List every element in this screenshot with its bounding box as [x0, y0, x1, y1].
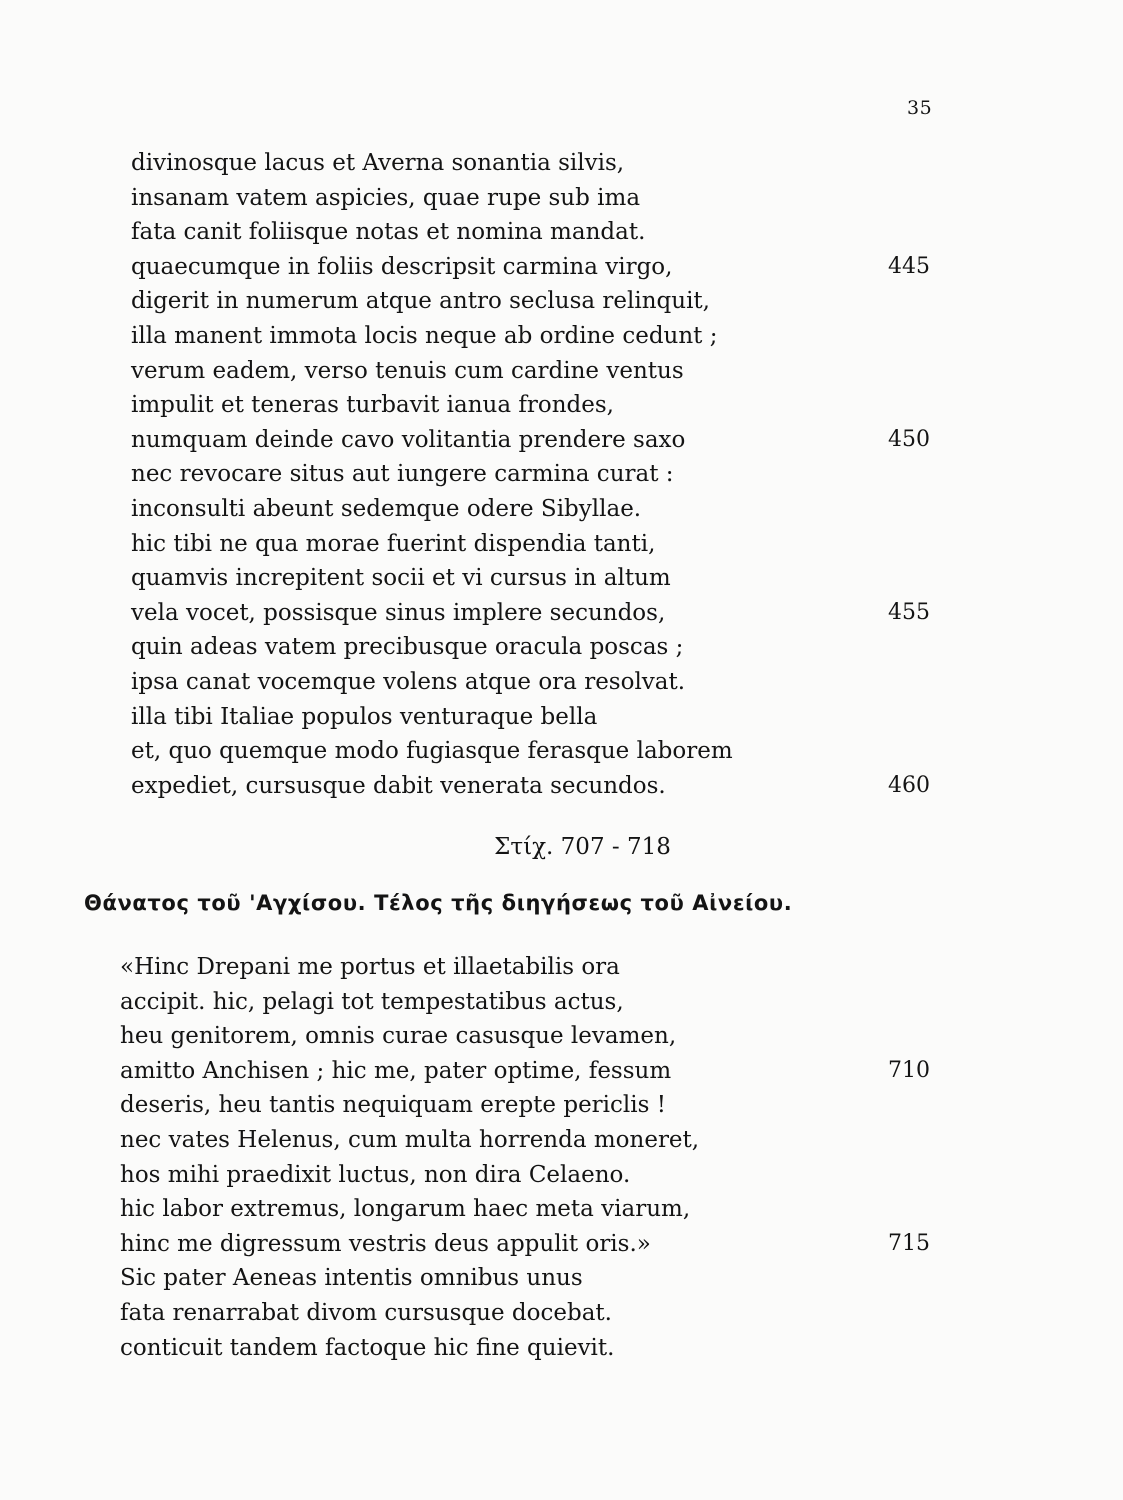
line-number: 455	[888, 599, 930, 625]
verse-line	[0, 596, 1123, 631]
verse-line	[0, 1261, 1123, 1296]
verse-text: hic labor extremus, longarum haec meta viarum,	[120, 1196, 691, 1223]
verse-line	[0, 388, 1123, 423]
verse-line	[0, 527, 1123, 562]
verse-line	[0, 985, 1123, 1020]
verse-text: nec vates Helenus, cum multa horrenda moneret,	[120, 1126, 700, 1153]
verse-line	[0, 319, 1123, 354]
verse-text: et, quo quemque modo fugiasque ferasque laborem	[131, 738, 733, 765]
verse-line	[0, 1296, 1123, 1331]
verse-text: Sic pater Aeneas intentis omnibus unus	[120, 1265, 583, 1292]
verse-text: fata renarrabat divom cursusque docebat.	[120, 1299, 612, 1326]
verse-line	[0, 457, 1123, 492]
verse-text: «Hinc Drepani me portus et illaetabilis ora	[120, 954, 620, 980]
verse-text: quin adeas vatem precibusque oracula poscas ;	[131, 634, 684, 661]
verse-text: impulit et teneras turbavit ianua frondes,	[131, 392, 614, 419]
verse-line	[0, 1331, 1123, 1366]
section-title: Θάνατος τοῦ 'Αγχίσου. Τέλος τῆς διηγήσεως τοῦ Αἰνείου.	[84, 891, 793, 915]
verse-line	[0, 354, 1123, 389]
line-number: 450	[888, 426, 930, 452]
verse-line	[0, 250, 1123, 285]
verse-line	[0, 950, 1123, 985]
line-number: 445	[888, 253, 930, 279]
line-number: 460	[888, 772, 930, 798]
verse-line	[0, 561, 1123, 596]
verse-line	[0, 215, 1123, 250]
section-reference: Στίχ. 707 - 718	[494, 834, 671, 860]
verse-text: deseris, heu tantis nequiquam erepte periclis !	[120, 1092, 666, 1119]
verse-text: divinosque lacus et Averna sonantia silvis,	[131, 150, 625, 176]
verse-line	[0, 1158, 1123, 1193]
verse-text: amitto Anchisen ; hic me, pater optime, fessum	[120, 1057, 672, 1084]
verse-line	[0, 146, 1123, 181]
verse-text: quaecumque in foliis descripsit carmina virgo,	[131, 253, 673, 280]
verse-text: expediet, cursusque dabit venerata secundos.	[131, 772, 666, 799]
verse-text: quamvis increpitent socii et vi cursus in altum	[131, 565, 671, 592]
verse-text: accipit. hic, pelagi tot tempestatibus actus,	[120, 988, 624, 1015]
verse-text: digerit in numerum atque antro seclusa relinquit,	[131, 288, 710, 315]
verse-line	[0, 1019, 1123, 1054]
verse-line	[0, 1054, 1123, 1089]
verse-line	[0, 423, 1123, 458]
verse-line	[0, 181, 1123, 216]
verse-line	[0, 1227, 1123, 1262]
verse-line	[0, 1123, 1123, 1158]
latin-passage-1	[0, 146, 1123, 803]
verse-line	[0, 665, 1123, 700]
verse-text: vela vocet, possisque sinus implere secundos,	[131, 599, 666, 626]
verse-text: ipsa canat vocemque volens atque ora resolvat.	[131, 668, 686, 695]
verse-text: insanam vatem aspicies, quae rupe sub ima	[131, 184, 641, 211]
verse-text: verum eadem, verso tenuis cum cardine ventus	[131, 357, 684, 384]
line-number: 710	[888, 1057, 930, 1083]
verse-text: numquam deinde cavo volitantia prendere saxo	[131, 426, 686, 453]
verse-line	[0, 734, 1123, 769]
latin-passage-2	[0, 950, 1123, 1365]
verse-text: conticuit tandem factoque hic fine quievit.	[120, 1334, 615, 1361]
verse-line	[0, 1088, 1123, 1123]
verse-line	[0, 769, 1123, 804]
verse-line	[0, 284, 1123, 319]
verse-line	[0, 1192, 1123, 1227]
verse-text: hinc me digressum vestris deus appulit oris.»	[120, 1230, 651, 1257]
verse-text: hic tibi ne qua morae fuerint dispendia tanti,	[131, 530, 656, 557]
page-number: 35	[907, 97, 933, 119]
verse-text: hos mihi praedixit luctus, non dira Celaeno.	[120, 1161, 631, 1188]
verse-line	[0, 492, 1123, 527]
verse-text: nec revocare situs aut iungere carmina curat :	[131, 461, 674, 488]
verse-line	[0, 700, 1123, 735]
verse-text: illa tibi Italiae populos venturaque bella	[131, 703, 598, 730]
verse-text: fata canit foliisque notas et nomina mandat.	[131, 219, 646, 246]
verse-text: inconsulti abeunt sedemque odere Sibyllae.	[131, 495, 642, 522]
line-number: 715	[888, 1230, 930, 1256]
verse-line	[0, 630, 1123, 665]
verse-text: heu genitorem, omnis curae casusque levamen,	[120, 1023, 677, 1050]
verse-text: illa manent immota locis neque ab ordine cedunt ;	[131, 322, 718, 349]
